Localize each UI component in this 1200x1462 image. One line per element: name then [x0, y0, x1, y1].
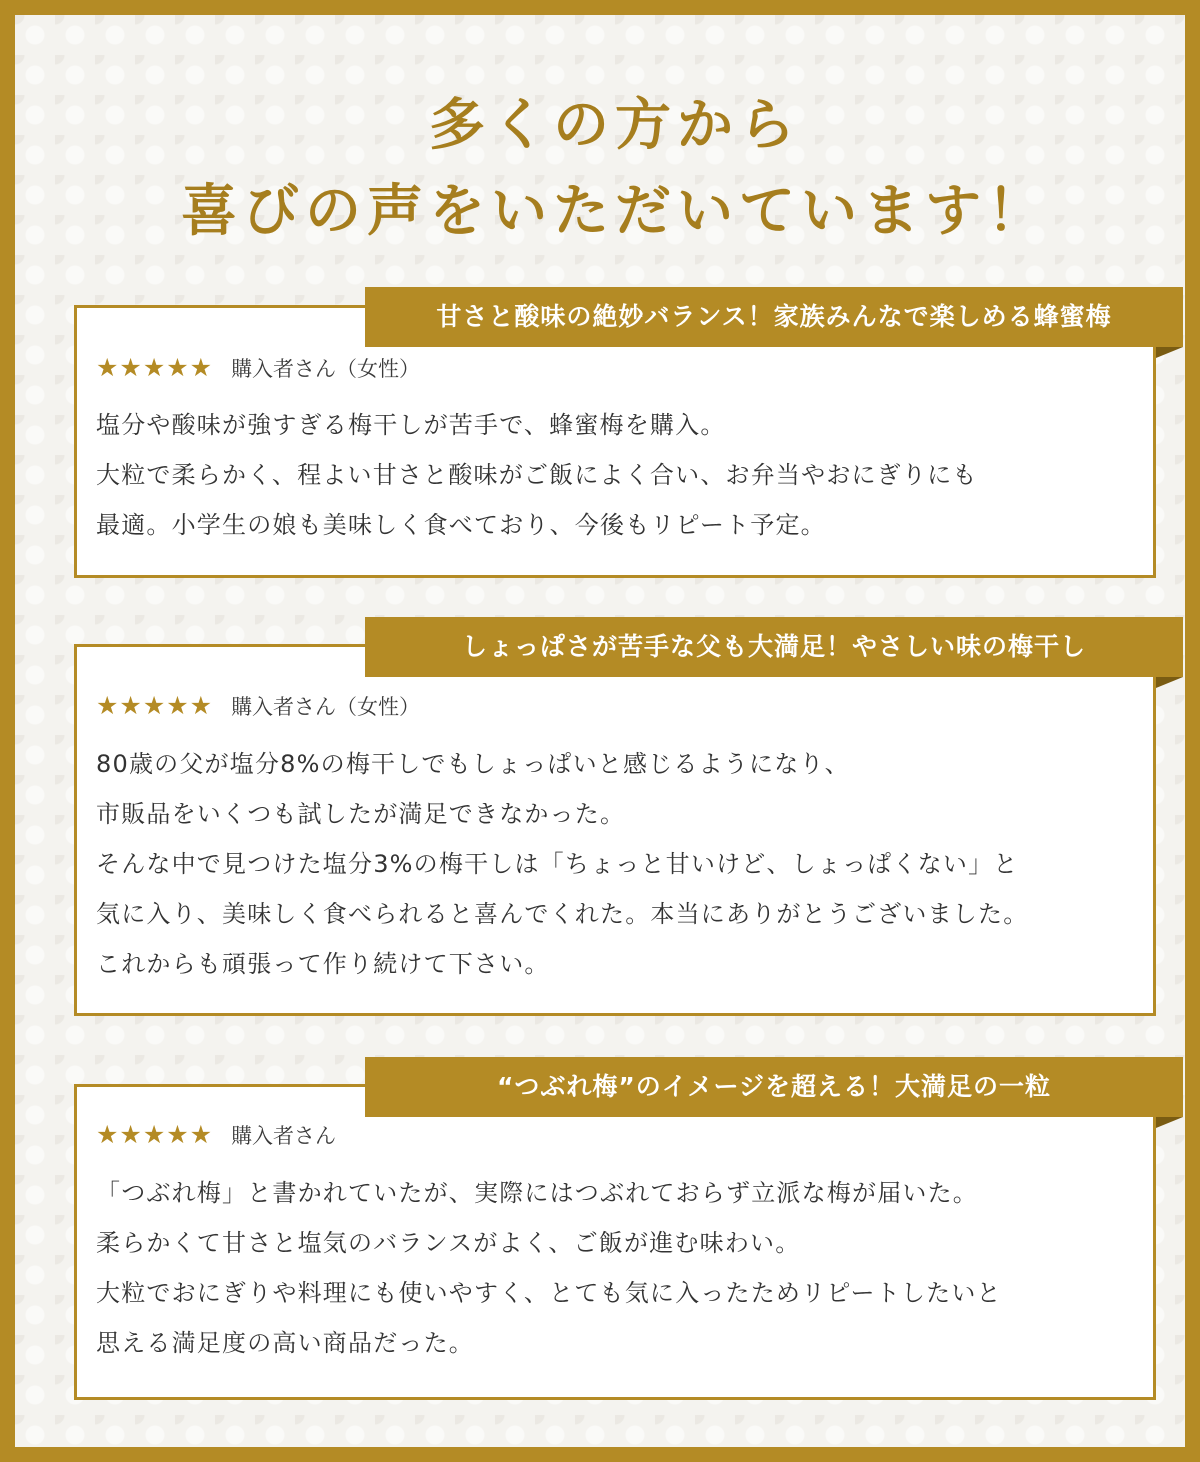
headline-line-1: 多くの方から — [429, 92, 801, 158]
review-meta-1 — [96, 353, 420, 383]
star-rating-1: ★★★★★ — [96, 353, 214, 382]
review-2-line-4: 気に入り、美味しく食べられると喜んでくれた。本当にありがとうございました。 — [96, 900, 1029, 928]
review-3-line-1: 「つぶれ梅」と書かれていたが、実際にはつぶれておらず立派な梅が届いた。 — [96, 1179, 978, 1207]
review-title-banner-3: “つぶれ梅”のイメージを超える！大満足の一粒 — [365, 1057, 1183, 1117]
star-rating-2: ★★★★★ — [96, 691, 214, 720]
review-3-line-2: 柔らかくて甘さと塩気のバランスがよく、ご飯が進む味わい。 — [96, 1229, 801, 1257]
ribbon-fold-3 — [1156, 1117, 1183, 1128]
headline-line-2: 喜びの声をいただいています！ — [181, 178, 1049, 244]
review-meta-3 — [96, 1120, 336, 1150]
review-1-line-3: 最適。小学生の娘も美味しく食べており、今後もリピート予定。 — [96, 511, 826, 539]
review-3-line-4: 思える満足度の高い商品だった。 — [96, 1329, 474, 1357]
review-2-line-3: そんな中で見つけた塩分3%の梅干しは「ちょっと甘いけど、しょっぱくない」と — [96, 850, 1019, 878]
reviewer-label-1: 購入者さん（女性） — [231, 357, 421, 381]
ribbon-fold-1 — [1156, 347, 1183, 358]
review-2-line-1: 80歳の父が塩分8%の梅干しでもしょっぱいと感じるようになり、 — [96, 750, 850, 778]
review-title-banner-1: 甘さと酸味の絶妙バランス！家族みんなで楽しめる蜂蜜梅 — [365, 287, 1183, 347]
star-rating-3: ★★★★★ — [96, 1120, 214, 1149]
review-1-line-1: 塩分や酸味が強すぎる梅干しが苦手で、蜂蜜梅を購入。 — [96, 411, 726, 439]
ribbon-fold-2 — [1156, 677, 1183, 688]
review-title-banner-2: しょっぱさが苦手な父も大満足！やさしい味の梅干し — [365, 617, 1183, 677]
review-2-line-5: これからも頑張って作り続けて下さい。 — [96, 950, 550, 978]
review-meta-2 — [96, 691, 420, 721]
reviewer-label-2: 購入者さん（女性） — [231, 695, 421, 719]
review-1-line-2: 大粒で柔らかく、程よい甘さと酸味がご飯によく合い、お弁当やおにぎりにも — [96, 461, 978, 489]
review-3-line-3: 大粒でおにぎりや料理にも使いやすく、とても気に入ったためリピートしたいと — [96, 1279, 1002, 1307]
reviewer-label-3: 購入者さん — [231, 1124, 337, 1148]
review-2-line-2: 市販品をいくつも試したが満足できなかった。 — [96, 800, 626, 828]
